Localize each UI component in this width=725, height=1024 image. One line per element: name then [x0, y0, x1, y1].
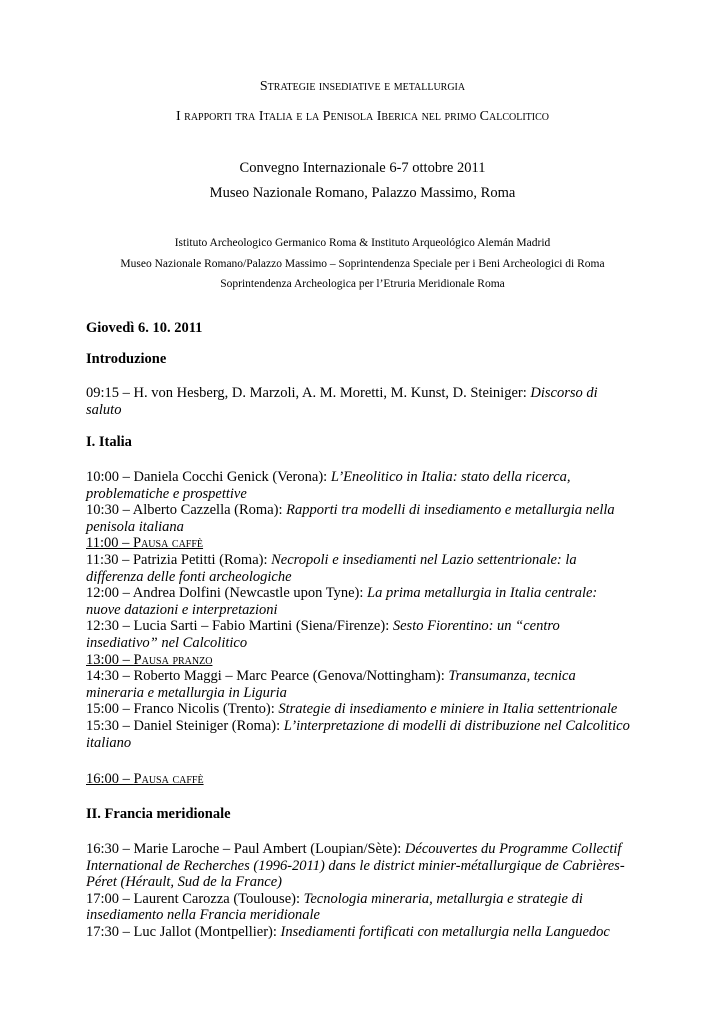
program-line: 14:30 – Roberto Maggi – Marc Pearce (Genova/Nottingham): Transumanza, tecnica	[86, 668, 576, 685]
program-line: 12:30 – Lucia Sarti – Fabio Martini (Siena/Firenze): Sesto Fiorentino: un “centro	[86, 618, 560, 635]
program-line: 10:00 – Daniela Cocchi Genick (Verona): L’Eneolitico in Italia: stato della ricerca,	[86, 469, 571, 485]
program-line: 09:15 – H. von Hesberg, D. Marzoli, A. M. Moretti, M. Kunst, D. Steiniger: Discorso di	[86, 385, 598, 401]
program-line: International de Recherches (1996-2011) dans le district minier-métallurgique de Cabrières-	[86, 857, 625, 874]
intro-block	[86, 385, 646, 418]
section-italia-program	[86, 469, 646, 751]
section-francia-program	[86, 841, 646, 941]
program-line: mineraria e metallurgia in Liguria	[86, 684, 287, 701]
break-entry: 13:00 – Pausa pranzo	[86, 651, 213, 668]
institution-line: Istituto Archeologico Germanico Roma & Instituto Arqueológico Alemán Madrid	[174, 237, 551, 249]
program-line: insediamento nella Francia meridionale	[86, 907, 320, 924]
program-line: Péret (Hérault, Sud de la France)	[86, 874, 282, 891]
institution-line: Museo Nazionale Romano/Palazzo Massimo – Soprintendenza Speciale per i Beni Archeologici di Roma	[120, 258, 605, 270]
conference-venue: Museo Nazionale Romano, Palazzo Massimo, Roma	[209, 185, 516, 201]
break-entry: 11:00 – Pausa caffè	[86, 535, 204, 552]
title-line-1: Strategie insediative e metallurgia	[259, 79, 466, 94]
program-line: saluto	[86, 401, 122, 418]
program-line: 17:30 – Luc Jallot (Montpellier): Insediamenti fortificati con metallurgia nella Languedoc	[86, 923, 610, 940]
program-line: 12:00 – Andrea Dolfini (Newcastle upon Tyne): La prima metallurgia in Italia centrale:	[86, 585, 598, 602]
program-line: insediativo” nel Calcolitico	[86, 634, 248, 651]
program-line: 15:30 – Daniel Steiniger (Roma): L’interpretazione di modelli di distribuzione nel Calcolitico	[86, 717, 630, 734]
day-heading: Giovedì 6. 10. 2011	[86, 320, 203, 336]
section-heading-francia: II. Francia meridionale	[86, 806, 231, 822]
break-entry: 16:00 – Pausa caffè	[86, 771, 204, 787]
program-line: 17:00 – Laurent Carozza (Toulouse): Tecnologia mineraria, metallurgia e strategie di	[86, 890, 583, 907]
intro-heading: Introduzione	[86, 351, 167, 367]
institution-line: Soprintendenza Archeologica per l’Etruria Meridionale Roma	[220, 278, 505, 290]
title-line-2: I rapporti tra Italia e la Penisola Iberica nel primo Calcolitico	[175, 109, 550, 124]
pausa-line	[86, 771, 646, 788]
program-line: italiano	[86, 734, 132, 751]
program-line: 16:30 – Marie Laroche – Paul Ambert (Loupian/Sète): Découvertes du Programme Collectif	[86, 841, 622, 857]
program-line: problematiche e prospettive	[86, 485, 247, 502]
program-line: nuove datazioni e interpretazioni	[86, 601, 278, 618]
program-line: differenza delle fonti archeologiche	[86, 568, 292, 585]
program-line: 15:00 – Franco Nicolis (Trento): Strategie di insediamento e miniere in Italia settentrionale	[86, 701, 618, 718]
program-line: 11:30 – Patrizia Petitti (Roma): Necropoli e insediamenti nel Lazio settentrionale: la	[86, 551, 577, 568]
program-line: penisola italiana	[86, 518, 184, 535]
program-line: 10:30 – Alberto Cazzella (Roma): Rapporti tra modelli di insediamento e metallurgia nella	[86, 502, 615, 519]
conference-name: Convegno Internazionale 6-7 ottobre 2011	[239, 160, 486, 176]
section-heading-italia: I. Italia	[86, 434, 132, 450]
